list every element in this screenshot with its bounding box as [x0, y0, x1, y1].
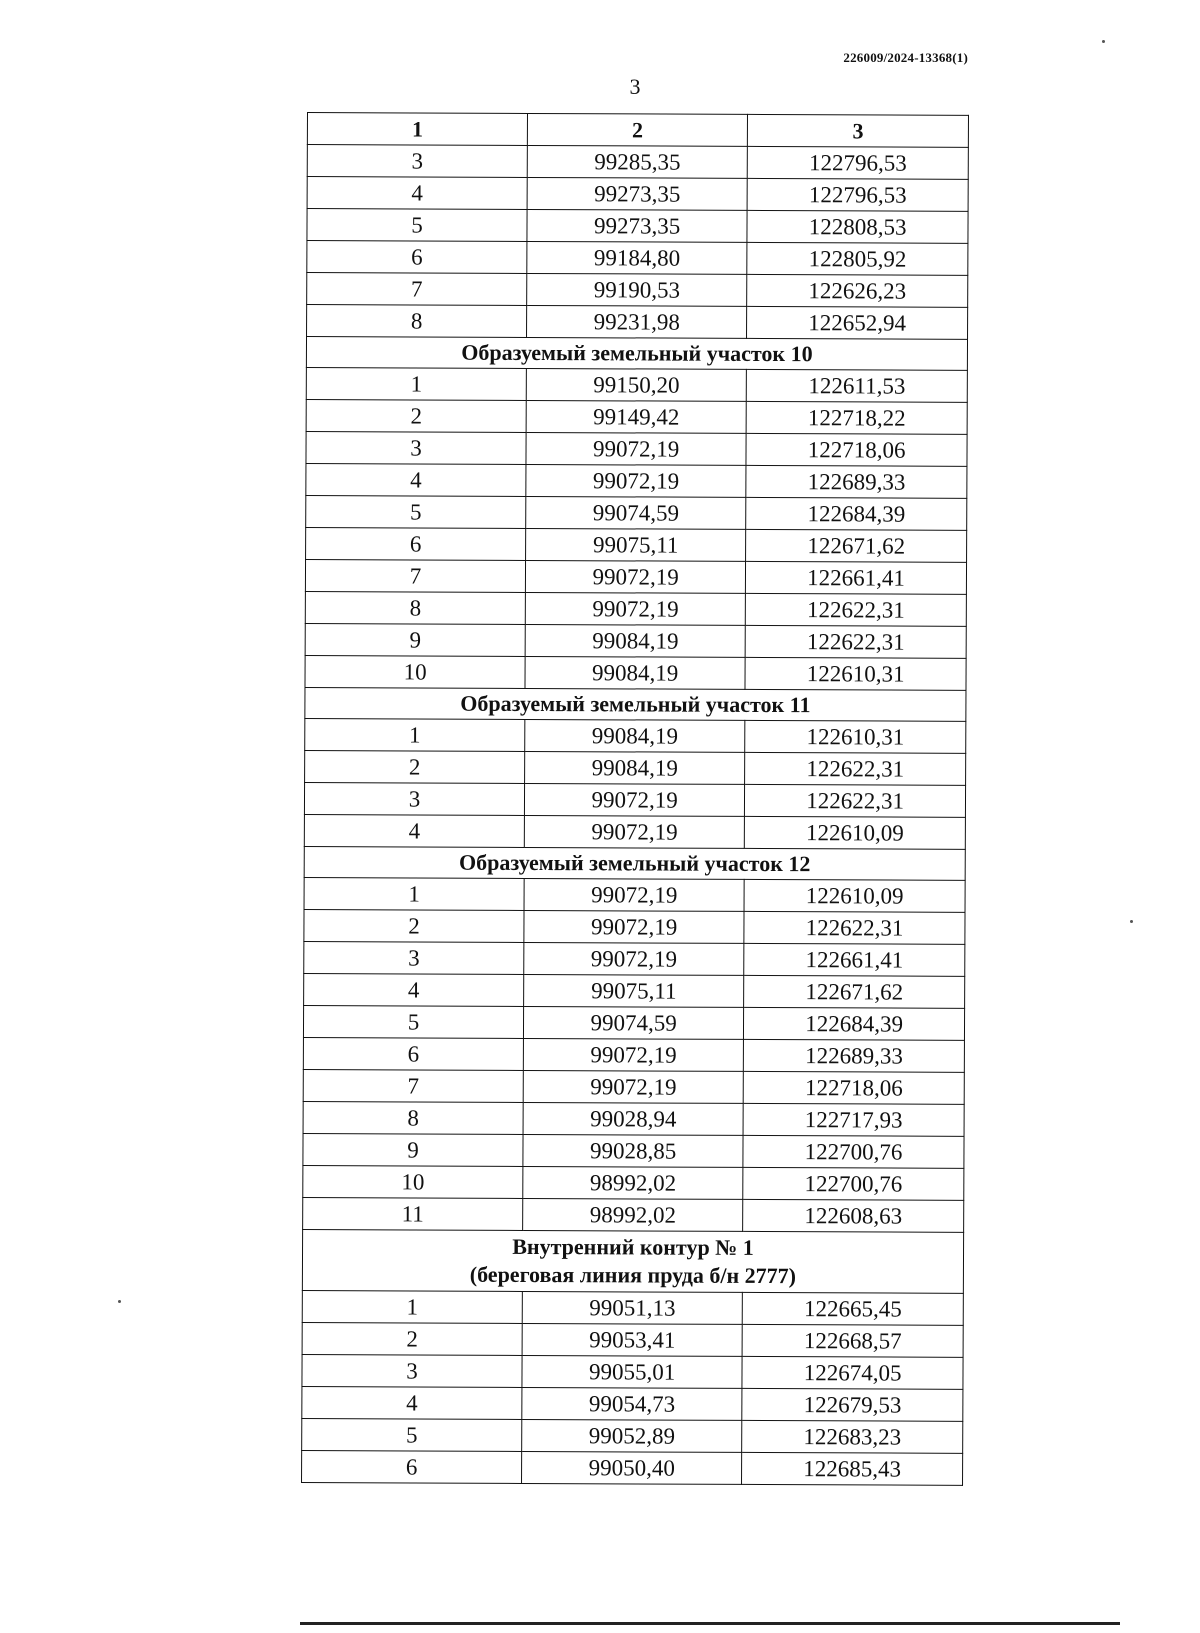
y-coordinate-cell: 122622,31: [744, 911, 965, 944]
section-header-row: [304, 846, 965, 880]
y-coordinate-cell: 122610,31: [745, 657, 966, 690]
point-number-cell: 11: [303, 1197, 523, 1230]
point-number-cell: 8: [307, 305, 527, 338]
point-number-cell: 10: [305, 655, 525, 688]
table-row: [307, 273, 968, 308]
section-title-text: Образуемый земельный участок 12: [458, 849, 811, 877]
table-header-row: [307, 113, 968, 148]
section-title: [302, 1229, 963, 1293]
table-row: [303, 1165, 964, 1200]
point-number-cell: 4: [304, 973, 524, 1006]
x-coordinate-cell: 99072,19: [524, 815, 744, 848]
x-coordinate-cell: 99084,19: [525, 719, 745, 752]
page-number: 3: [629, 74, 641, 99]
y-coordinate-cell: 122700,76: [743, 1167, 964, 1200]
y-coordinate-cell: 122796,53: [747, 178, 968, 211]
y-coordinate-cell: 122808,53: [747, 210, 968, 243]
point-number-cell: 3: [304, 782, 524, 815]
x-coordinate-cell: 99075,11: [524, 974, 744, 1007]
point-number-cell: 4: [302, 1386, 522, 1419]
x-coordinate-cell: 99075,11: [526, 528, 746, 561]
y-coordinate-cell: 122796,53: [747, 146, 968, 179]
point-number-cell: 7: [305, 559, 525, 592]
y-coordinate-cell: 122610,31: [745, 720, 966, 753]
point-number-cell: 3: [307, 145, 527, 178]
x-coordinate-cell: 99028,94: [523, 1102, 743, 1135]
page-bottom-edge-line: [300, 1622, 1120, 1625]
table-row: [304, 941, 965, 976]
table-row: [306, 463, 967, 498]
table-row: [304, 973, 965, 1008]
x-coordinate-cell: 99072,19: [524, 910, 744, 943]
x-coordinate-cell: 99273,35: [527, 177, 747, 210]
x-coordinate-cell: 99072,19: [526, 560, 746, 593]
x-coordinate-cell: 99054,73: [522, 1387, 742, 1420]
section-title-text: Образуемый земельный участок 11: [460, 690, 811, 718]
y-coordinate-cell: 122626,23: [747, 274, 968, 307]
table-row: [303, 1005, 964, 1040]
y-coordinate-cell: 122684,39: [744, 1007, 965, 1040]
table-row: [306, 367, 967, 402]
table-row: [307, 177, 968, 212]
table-row: [303, 1101, 964, 1136]
x-coordinate-cell: 99231,98: [527, 305, 747, 338]
column-header-point: 1: [307, 113, 527, 146]
x-coordinate-cell: 99084,19: [525, 751, 745, 784]
table-row: [304, 877, 965, 912]
table-row: [307, 305, 968, 340]
x-coordinate-cell: 99072,19: [526, 464, 746, 497]
point-number-cell: 5: [303, 1005, 523, 1038]
x-coordinate-cell: 99190,53: [527, 273, 747, 306]
point-number-cell: 6: [307, 241, 527, 274]
y-coordinate-cell: 122610,09: [745, 816, 966, 849]
point-number-cell: 5: [307, 209, 527, 242]
x-coordinate-cell: 99072,19: [524, 942, 744, 975]
y-coordinate-cell: 122611,53: [746, 369, 967, 402]
x-coordinate-cell: 99072,19: [525, 592, 745, 625]
table-row: [307, 145, 968, 180]
x-coordinate-cell: 99084,19: [525, 624, 745, 657]
point-number-cell: 1: [304, 877, 524, 910]
table-row: [306, 495, 967, 530]
y-coordinate-cell: 122668,57: [742, 1324, 963, 1357]
table-row: [302, 1322, 963, 1357]
x-coordinate-cell: 99072,19: [523, 1038, 743, 1071]
point-number-cell: 1: [302, 1290, 522, 1323]
table-row: [305, 591, 966, 626]
y-coordinate-cell: 122717,93: [743, 1103, 964, 1136]
y-coordinate-cell: 122608,63: [743, 1199, 964, 1232]
table-row: [305, 750, 966, 785]
y-coordinate-cell: 122671,62: [746, 529, 967, 562]
y-coordinate-cell: 122622,31: [745, 625, 966, 658]
point-number-cell: 2: [306, 399, 526, 432]
y-coordinate-cell: 122661,41: [744, 943, 965, 976]
y-coordinate-cell: 122622,31: [745, 784, 966, 817]
table-row: [307, 209, 968, 244]
x-coordinate-cell: 99051,13: [522, 1291, 742, 1324]
x-coordinate-cell: 99084,19: [525, 656, 745, 689]
y-coordinate-cell: 122622,31: [745, 593, 966, 626]
point-number-cell: 6: [302, 1450, 522, 1483]
document-number: 226009/2024-13368(1): [843, 50, 968, 65]
x-coordinate-cell: 99072,19: [525, 783, 745, 816]
y-coordinate-cell: 122683,23: [742, 1420, 963, 1453]
table-row: [303, 1069, 964, 1104]
point-number-cell: 7: [303, 1069, 523, 1102]
table-row: [305, 623, 966, 658]
section-title-text: Образуемый земельный участок 10: [461, 339, 813, 367]
point-number-cell: 10: [303, 1165, 523, 1198]
table-row: [305, 718, 966, 753]
point-number-cell: 9: [305, 623, 525, 656]
x-coordinate-cell: 98992,02: [523, 1166, 743, 1199]
y-coordinate-cell: 122674,05: [742, 1356, 963, 1389]
scan-speck: [118, 1300, 121, 1303]
x-coordinate-cell: 99053,41: [522, 1323, 742, 1356]
x-coordinate-cell: 99074,59: [524, 1006, 744, 1039]
x-coordinate-cell: 99074,59: [526, 496, 746, 529]
x-coordinate-cell: 99149,42: [526, 400, 746, 433]
point-number-cell: 8: [303, 1101, 523, 1134]
point-number-cell: 6: [306, 527, 526, 560]
point-number-cell: 5: [302, 1418, 522, 1451]
y-coordinate-cell: 122679,53: [742, 1388, 963, 1421]
x-coordinate-cell: 99184,80: [527, 241, 747, 274]
y-coordinate-cell: 122684,39: [746, 497, 967, 530]
y-coordinate-cell: 122718,06: [743, 1071, 964, 1104]
table-row: [302, 1354, 963, 1389]
x-coordinate-cell: 99050,40: [522, 1451, 742, 1484]
y-coordinate-cell: 122718,22: [746, 401, 967, 434]
column-header-y: 3: [748, 114, 969, 147]
section-title-text: Внутренний контур № 1: [512, 1233, 754, 1260]
table-row: [302, 1418, 963, 1453]
y-coordinate-cell: 122689,33: [744, 1039, 965, 1072]
y-coordinate-cell: 122700,76: [743, 1135, 964, 1168]
x-coordinate-cell: 99072,19: [523, 1070, 743, 1103]
table-row: [305, 559, 966, 594]
y-coordinate-cell: 122685,43: [742, 1452, 963, 1485]
x-coordinate-cell: 99052,89: [522, 1419, 742, 1452]
scan-speck: [1102, 40, 1105, 43]
table-row: [304, 814, 965, 849]
y-coordinate-cell: 122689,33: [746, 465, 967, 498]
table-row: [306, 399, 967, 434]
y-coordinate-cell: 122610,09: [744, 879, 965, 912]
table-row: [305, 655, 966, 690]
point-number-cell: 1: [306, 367, 526, 400]
point-number-cell: 6: [303, 1037, 523, 1070]
x-coordinate-cell: 99072,19: [524, 878, 744, 911]
column-header-x: 2: [527, 113, 747, 146]
x-coordinate-cell: 99285,35: [527, 145, 747, 178]
y-coordinate-cell: 122665,45: [742, 1292, 963, 1325]
point-number-cell: 4: [307, 177, 527, 210]
x-coordinate-cell: 99055,01: [522, 1355, 742, 1388]
section-title: [306, 337, 967, 371]
table-row: [303, 1197, 964, 1232]
coordinates-table-container: [301, 112, 969, 1486]
x-coordinate-cell: 99150,20: [526, 368, 746, 401]
y-coordinate-cell: 122652,94: [747, 306, 968, 339]
section-header-row: [306, 337, 967, 371]
table-row: [307, 241, 968, 276]
table-body: [302, 145, 969, 1486]
y-coordinate-cell: 122805,92: [747, 242, 968, 275]
section-title: [304, 846, 965, 880]
x-coordinate-cell: 99273,35: [527, 209, 747, 242]
y-coordinate-cell: 122718,06: [746, 433, 967, 466]
point-number-cell: 8: [305, 591, 525, 624]
x-coordinate-cell: 98992,02: [523, 1198, 743, 1231]
point-number-cell: 2: [304, 909, 524, 942]
point-number-cell: 5: [306, 495, 526, 528]
y-coordinate-cell: 122622,31: [745, 752, 966, 785]
table-row: [304, 909, 965, 944]
point-number-cell: 4: [304, 814, 524, 847]
table-row: [303, 1133, 964, 1168]
point-number-cell: 3: [304, 941, 524, 974]
table-row: [306, 527, 967, 562]
coordinates-table: [301, 112, 969, 1486]
point-number-cell: 1: [305, 718, 525, 751]
scan-speck: [1130, 920, 1133, 923]
x-coordinate-cell: 99072,19: [526, 432, 746, 465]
section-header-row: [305, 687, 966, 721]
table-row: [302, 1450, 963, 1485]
table-row: [302, 1290, 963, 1325]
section-title: [305, 687, 966, 721]
point-number-cell: 2: [302, 1322, 522, 1355]
point-number-cell: 2: [305, 750, 525, 783]
point-number-cell: 7: [307, 273, 527, 306]
table-row: [304, 782, 965, 817]
point-number-cell: 4: [306, 463, 526, 496]
x-coordinate-cell: 99028,85: [523, 1134, 743, 1167]
table-row: [306, 431, 967, 466]
y-coordinate-cell: 122661,41: [746, 561, 967, 594]
section-subtitle-text: (береговая линия пруда б/н 2777): [469, 1261, 797, 1289]
point-number-cell: 9: [303, 1133, 523, 1166]
point-number-cell: 3: [302, 1354, 522, 1387]
table-row: [302, 1386, 963, 1421]
point-number-cell: 3: [306, 431, 526, 464]
section-header-row: [302, 1229, 963, 1293]
y-coordinate-cell: 122671,62: [744, 975, 965, 1008]
table-row: [303, 1037, 964, 1072]
